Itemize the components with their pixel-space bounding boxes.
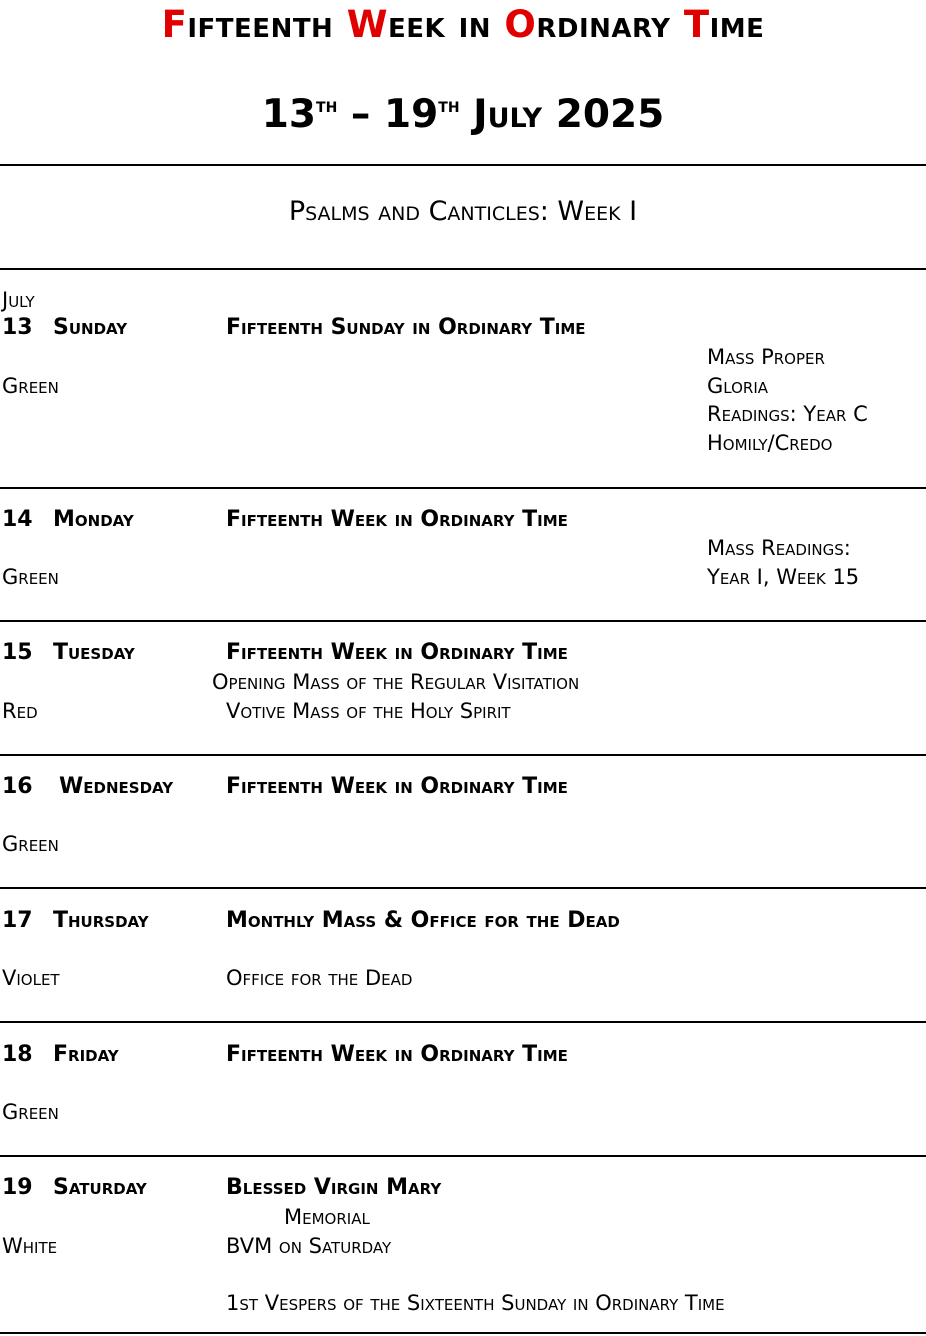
psalter-week: Psalms and Canticles: Week I xyxy=(288,196,638,227)
liturgical-colour: Red xyxy=(2,699,38,723)
divider xyxy=(0,1021,926,1023)
day-note: Mass Readings: xyxy=(707,536,851,560)
divider xyxy=(0,754,926,756)
end-day: 19 xyxy=(383,92,439,137)
day-weekday: Tuesday xyxy=(53,640,135,665)
divider xyxy=(0,887,926,889)
date-dash: – xyxy=(337,92,384,137)
day-note: Mass Proper xyxy=(707,345,825,369)
divider xyxy=(0,620,926,622)
liturgical-colour: Green xyxy=(2,565,59,589)
liturgical-colour: Green xyxy=(2,374,59,398)
day-subtitle: Office for the Dead xyxy=(226,966,413,990)
title-text: ime xyxy=(709,3,765,46)
day-number: 17 xyxy=(2,908,33,933)
title-text: ifteenth xyxy=(187,3,347,46)
day-subtitle: 1st Vespers of the Sixteenth Sunday in Ordinary Time xyxy=(226,1291,725,1315)
day-title: Fifteenth Week in Ordinary Time xyxy=(226,640,568,665)
day-number: 14 xyxy=(2,507,33,532)
day-weekday: Wednesday xyxy=(59,774,174,799)
day-subtitle: BVM on Saturday xyxy=(226,1234,392,1258)
divider xyxy=(0,1155,926,1157)
start-suffix: th xyxy=(316,93,338,117)
day-note: Readings: Year C xyxy=(707,402,868,426)
title-initial: O xyxy=(504,3,537,46)
day-rank: Memorial xyxy=(284,1205,370,1229)
day-number: 18 xyxy=(2,1042,33,1067)
start-day: 13 xyxy=(261,92,317,137)
month-label: July xyxy=(2,288,35,312)
day-weekday: Thursday xyxy=(53,908,149,933)
day-title: Monthly Mass & Office for the Dead xyxy=(226,908,620,933)
liturgical-colour: White xyxy=(2,1234,58,1258)
day-title: Blessed Virgin Mary xyxy=(226,1175,442,1200)
divider xyxy=(0,164,926,166)
title-initial: W xyxy=(346,3,389,46)
end-suffix: th xyxy=(438,93,460,117)
day-note: Year I, Week 15 xyxy=(707,565,860,589)
title-initial: T xyxy=(683,3,710,46)
page-title xyxy=(0,3,926,46)
day-number: 15 xyxy=(2,640,33,665)
title-text: eek in xyxy=(388,3,505,46)
liturgical-colour: Violet xyxy=(2,966,60,990)
day-note: Homily/Credo xyxy=(707,431,833,455)
divider xyxy=(0,487,926,489)
divider xyxy=(0,268,926,270)
day-number: 19 xyxy=(2,1175,33,1200)
day-weekday: Sunday xyxy=(53,315,128,340)
day-weekday: Friday xyxy=(53,1042,119,1067)
day-title: Fifteenth Sunday in Ordinary Time xyxy=(226,315,586,340)
day-title: Fifteenth Week in Ordinary Time xyxy=(226,1042,568,1067)
day-subtitle: Opening Mass of the Regular Visitation xyxy=(212,670,580,694)
liturgical-colour: Green xyxy=(2,1100,59,1124)
day-weekday: Saturday xyxy=(53,1175,147,1200)
divider xyxy=(0,1332,926,1334)
day-weekday: Monday xyxy=(53,507,134,532)
day-title: Fifteenth Week in Ordinary Time xyxy=(226,507,568,532)
day-title: Fifteenth Week in Ordinary Time xyxy=(226,774,568,799)
date-range xyxy=(0,92,926,137)
title-text: rdinary xyxy=(536,3,684,46)
day-subtitle: Votive Mass of the Holy Spirit xyxy=(226,699,511,723)
day-number: 13 xyxy=(2,315,33,340)
title-initial: F xyxy=(161,3,188,46)
month-year: July 2025 xyxy=(459,92,665,137)
liturgical-colour: Green xyxy=(2,832,59,856)
day-note: Gloria xyxy=(707,374,769,398)
day-number: 16 xyxy=(2,774,33,799)
